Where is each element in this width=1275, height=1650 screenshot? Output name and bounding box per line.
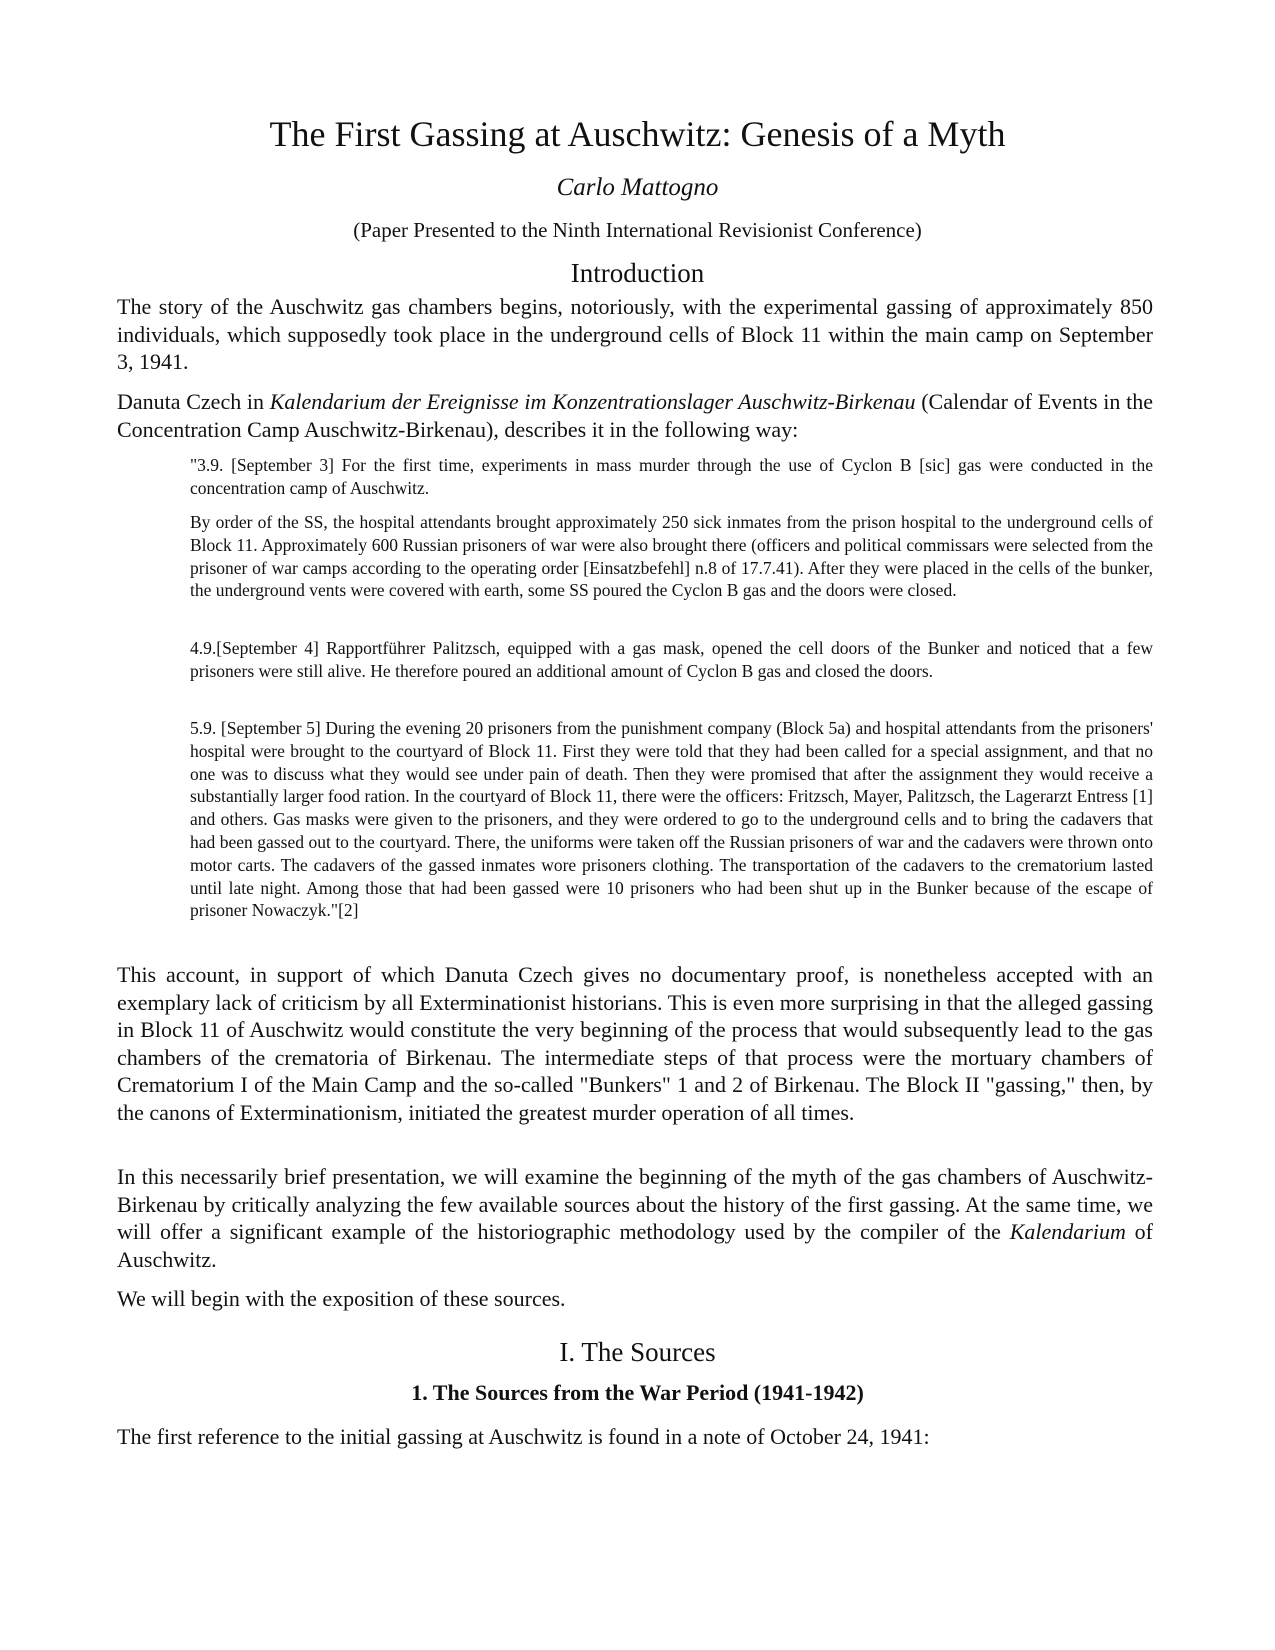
subsection-heading-war-period: 1. The Sources from the War Period (1941-1942) [411, 1380, 864, 1405]
paragraph-1: The story of the Auschwitz gas chambers begins, notoriously, with the experimental gassing of approximately 850 individuals, which supposedly took place in the underground cells of Block 11 within the main camp on September 3, 1941. [117, 294, 1153, 374]
quote-paragraph-1: "3.9. [September 3] For the first time, experiments in mass murder through the use of Cyclon B [sic] gas were conducted in the concentration camp of Auschwitz. [190, 455, 1153, 498]
document-title: The First Gassing at Auschwitz: Genesis of a Myth [269, 114, 1006, 154]
section-heading-sources: I. The Sources [559, 1337, 716, 1367]
quote-paragraph-3: 4.9.[September 4] Rapportführer Palitzsch, equipped with a gas mask, opened the cell doors of the Bunker and noticed that a few prisoners were still alive. He therefore poured an additional amount of Cyclon B gas and closed the doors. [190, 638, 1153, 681]
paragraph-4 [117, 1163, 1153, 1273]
author-name: Carlo Mattogno [556, 174, 719, 201]
paragraph-2-text-a: Danuta Czech in [117, 389, 270, 414]
section-heading-introduction: Introduction [570, 258, 705, 288]
quote-paragraph-4: 5.9. [September 5] During the evening 20 prisoners from the punishment company (Block 5a) and hospital attendants from the prisoners' hospital were brought to the courtyard of Block 11. First they were told that they had been called for a special assignment, and that no one was to discuss what they would see under pain of death. Then they were promised that after the assignment they would receive a substantially larger food ration. In the courtyard of Block 11, there were the officers: Fritzsch, Mayer, Palitzsch, the Lagerarzt Entress [1] and others. Gas masks were given to the prisoners, and they were ordered to go to the underground cells and to bring the cadavers that had been gassed out to the courtyard. There, the uniforms were taken off the Russian prisoners of war and the cadavers were thrown onto motor carts. The cadavers of the gassed inmates wore prisoners clothing. The transportation of the cadavers to the crematorium lasted until late night. Among those that had been gassed were 10 prisoners who had been shut up in the Bunker because of the escape of prisoner Nowaczyk."[2] [190, 718, 1153, 921]
paragraph-2-text-b: (Calendar of Events in the Concentration Camp Auschwitz-Birkenau), describes it in the following way: [117, 389, 1153, 442]
paragraph-4-text-a: In this necessarily brief presentation, we will examine the beginning of the myth of the gas chambers of Auschwitz-Birkenau by critically analyzing the few available sources about the history of the first gassing. At the same time, we will offer a significant example of the historiographic methodology used by the compiler of the [117, 1164, 1153, 1244]
document-subtitle: (Paper Presented to the Ninth International Revisionist Conference) [353, 218, 922, 242]
quote-paragraph-2: By order of the SS, the hospital attendants brought approximately 250 sick inmates from the prison hospital to the underground cells of Block 11. Approximately 600 Russian prisoners of war were also brought there (officers and political commissars were selected from the prisoner of war camps according to the operating order [Einsatzbefehl] n.8 of 17.7.41). After they were placed in the cells of the bunker, the underground vents were covered with earth, some SS poured the Cyclon B gas and the doors were closed. [190, 512, 1153, 601]
paragraph-4-text-b: of Auschwitz. [117, 1219, 1153, 1272]
paragraph-6: The first reference to the initial gassing at Auschwitz is found in a note of October 24, 1941: [117, 1424, 930, 1449]
kalendarium-title: Kalendarium der Ereignisse im Konzentrationslager Auschwitz-Birkenau [269, 389, 916, 414]
kalendarium-short-title: Kalendarium [1009, 1219, 1126, 1244]
paragraph-2 [117, 388, 1153, 443]
paragraph-5: We will begin with the exposition of these sources. [117, 1286, 566, 1311]
paragraph-3: This account, in support of which Danuta Czech gives no documentary proof, is nonetheless accepted with an exemplary lack of criticism by all Exterminationist historians. This is even more surprising in that the alleged gassing in Block 11 of Auschwitz would constitute the very beginning of the process that would subsequently lead to the gas chambers of the crematoria of Birkenau. The intermediate steps of that process were the mortuary chambers of Crematorium I of the Main Camp and the so-called "Bunkers" 1 and 2 of Birkenau. The Block II "gassing," then, by the canons of Exterminationism, initiated the greatest murder operation of all times. [117, 962, 1153, 1125]
